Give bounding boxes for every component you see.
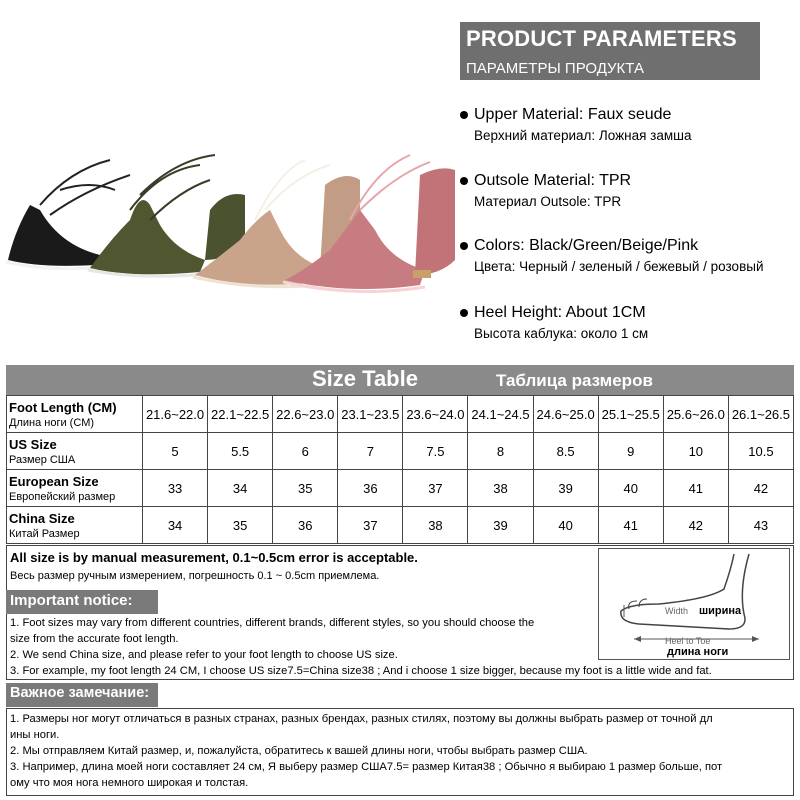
param-colors: Colors: Black/Green/Beige/Pink Цвета: Черный / зеленый / бежевый / розовый — [460, 237, 800, 274]
table-cell: 25.6~26.0 — [663, 396, 728, 433]
row-label: US Size Размер США — [7, 433, 143, 470]
table-cell: 37 — [338, 507, 403, 544]
table-cell: 35 — [208, 507, 273, 544]
table-cell: 25.1~25.5 — [598, 396, 663, 433]
table-cell: 35 — [273, 470, 338, 507]
banner-title-ru: ПАРАМЕТРЫ ПРОДУКТА — [466, 60, 644, 77]
important-line: 3. For example, my foot length 24 CM, I choose US size7.5=China size38 ; And i choose 1 size bigger, because my foot is a little wide and fat. — [10, 665, 712, 677]
length-label-ru: длина ноги — [667, 646, 729, 658]
table-cell: 39 — [468, 507, 533, 544]
size-table — [6, 395, 794, 544]
table-cell: 37 — [403, 470, 468, 507]
table-cell: 42 — [728, 470, 793, 507]
row-label: Foot Length (CM) Длина ноги (CM) — [7, 396, 143, 433]
table-cell: 5.5 — [208, 433, 273, 470]
table-cell: 7 — [338, 433, 403, 470]
row-label: China Size Китай Размер — [7, 507, 143, 544]
bullet-icon — [460, 309, 468, 317]
table-cell: 5 — [143, 433, 208, 470]
measurement-note-ru: Весь размер ручным измерением, погрешность 0.1 ~ 0.5cm приемлема. — [10, 570, 380, 582]
table-cell: 39 — [533, 470, 598, 507]
bullet-icon — [460, 111, 468, 119]
foot-measurement-diagram — [598, 548, 790, 660]
size-table-title-en: Size Table — [312, 366, 418, 391]
length-label-en: Heel to Toe — [665, 636, 711, 646]
banner-title-en: PRODUCT PARAMETERS — [466, 26, 737, 51]
size-table-title-ru: Таблица размеров — [496, 371, 653, 390]
table-cell: 6 — [273, 433, 338, 470]
table-cell: 34 — [143, 507, 208, 544]
important-line: 1. Foot sizes may vary from different countries, different brands, different styles, so you should choose the — [10, 617, 535, 629]
table-cell: 38 — [403, 507, 468, 544]
product-parameters-banner — [460, 22, 760, 80]
table-cell: 36 — [338, 470, 403, 507]
table-cell: 23.1~23.5 — [338, 396, 403, 433]
table-cell: 34 — [208, 470, 273, 507]
table-cell: 10.5 — [728, 433, 793, 470]
param-outsole-material: Outsole Material: TPR Материал Outsole: TPR — [460, 172, 800, 209]
important-line: 2. We send China size, and please refer to your foot length to choose US size. — [10, 649, 398, 661]
table-cell: 41 — [663, 470, 728, 507]
bullet-icon — [460, 177, 468, 185]
table-cell: 7.5 — [403, 433, 468, 470]
table-cell: 24.6~25.0 — [533, 396, 598, 433]
table-cell: 42 — [663, 507, 728, 544]
sandals-product-photo — [0, 150, 460, 300]
important-line: size from the accurate foot length. — [10, 633, 179, 645]
table-cell: 36 — [273, 507, 338, 544]
table-row — [7, 470, 794, 507]
param-heel-height: Heel Height: About 1CM Высота каблука: около 1 см — [460, 304, 800, 341]
important-notice-ru-header: Важное замечание: — [6, 683, 158, 707]
important-ru-line: 2. Мы отправляем Китай размер, и, пожалуйста, обратитесь к вашей длины ноги, чтобы выбрать размер США. — [10, 745, 588, 757]
table-row — [7, 507, 794, 544]
width-label-ru: ширина — [699, 605, 742, 617]
important-ru-line: 1. Размеры ног могут отличаться в разных странах, разных брендах, разных стилях, поэтому вы должны выбрать размер от точной дл — [10, 713, 713, 725]
table-cell: 40 — [533, 507, 598, 544]
table-row — [7, 433, 794, 470]
param-upper-material: Upper Material: Faux seude Верхний материал: Ложная замша — [460, 106, 800, 143]
table-cell: 41 — [598, 507, 663, 544]
table-cell: 43 — [728, 507, 793, 544]
table-cell: 40 — [598, 470, 663, 507]
table-cell: 24.1~24.5 — [468, 396, 533, 433]
important-ru-line: ому что моя нога немного широкая и толстая. — [10, 777, 249, 789]
table-cell: 22.6~23.0 — [273, 396, 338, 433]
width-label-en: Width — [665, 606, 689, 616]
table-cell: 23.6~24.0 — [403, 396, 468, 433]
table-cell: 21.6~22.0 — [143, 396, 208, 433]
table-cell: 26.1~26.5 — [728, 396, 793, 433]
important-notice-header: Important notice: — [6, 590, 158, 614]
pink-sandal — [283, 155, 455, 291]
table-cell: 10 — [663, 433, 728, 470]
important-ru-line: 3. Например, длина моей ноги составляет 24 см, Я выберу размер США7.5= размер Китая38 ; Обычно я выбираю 1 размер больше, пот — [10, 761, 723, 773]
table-cell: 38 — [468, 470, 533, 507]
bullet-icon — [460, 242, 468, 250]
table-cell: 8.5 — [533, 433, 598, 470]
size-table-header — [6, 365, 794, 395]
table-row — [7, 396, 794, 433]
table-cell: 9 — [598, 433, 663, 470]
table-cell: 33 — [143, 470, 208, 507]
table-cell: 22.1~22.5 — [208, 396, 273, 433]
table-cell: 8 — [468, 433, 533, 470]
row-label: European Size Европейский размер — [7, 470, 143, 507]
measurement-note-en: All size is by manual measurement, 0.1~0.5cm error is acceptable. — [10, 550, 418, 565]
important-ru-line: ины ноги. — [10, 729, 60, 741]
